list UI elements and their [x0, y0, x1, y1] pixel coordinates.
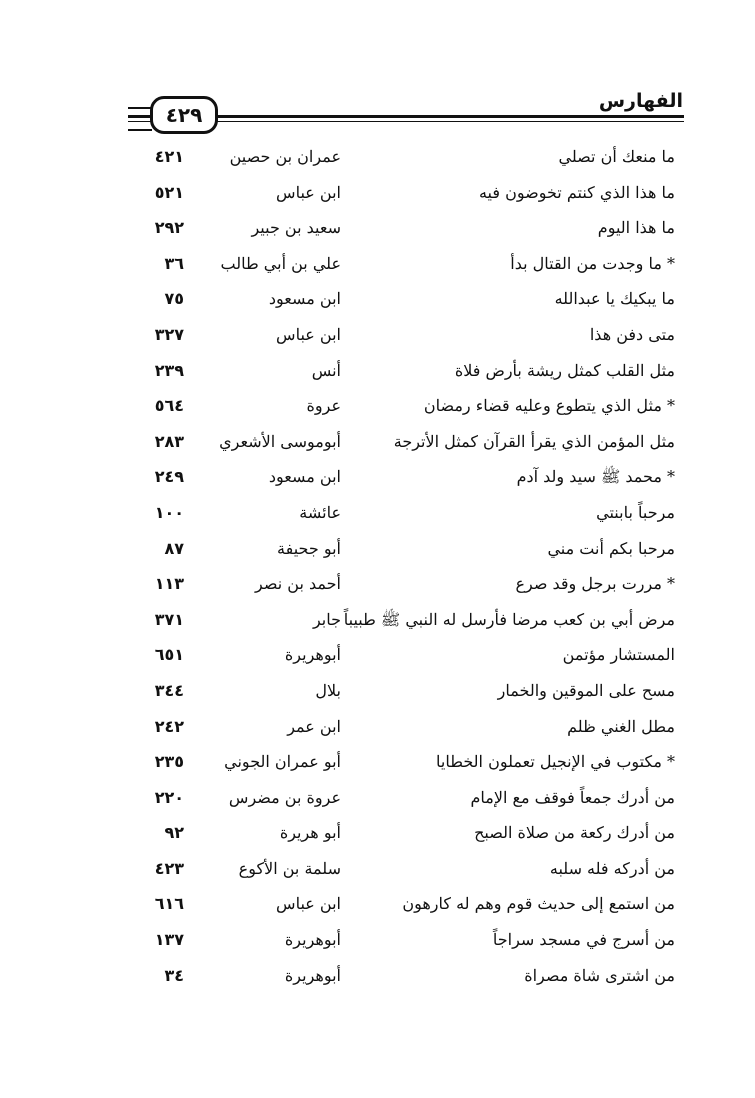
index-row — [0, 282, 755, 318]
hadith-text: من أدركه فله سلبه — [549, 858, 675, 878]
hadith-text: ما هذا اليوم — [597, 218, 675, 238]
hadith-text: مرحبا بكم أنت مني — [547, 538, 675, 558]
page-reference: ٢٨٣ — [154, 431, 184, 451]
hadith-text: مثل المؤمن الذي يقرأ القرآن كمثل الأترجة — [393, 431, 675, 451]
page-header — [0, 88, 755, 138]
index-row — [0, 247, 755, 283]
index-row — [0, 460, 755, 496]
index-row — [0, 745, 755, 781]
narrator-name: ابن مسعود — [268, 467, 341, 487]
narrator-name: أحمد بن نصر — [255, 574, 341, 594]
narrator-name: بلال — [315, 680, 341, 700]
page-reference: ٢٢٠ — [154, 787, 184, 807]
page-reference: ٣٧١ — [154, 609, 184, 629]
index-row — [0, 318, 755, 354]
page-reference: ٤٢٣ — [154, 858, 184, 878]
hadith-text: مرحباً بابنتي — [596, 502, 675, 522]
page-number-box — [150, 96, 218, 134]
narrator-name: عمران بن حصين — [229, 147, 341, 166]
page-reference: ٤٢١ — [154, 147, 184, 166]
hadith-text: * مررت برجل وقد صرع — [515, 574, 675, 594]
hadith-text: من أسرج في مسجد سراجاً — [492, 930, 675, 950]
page-reference: ٢٣٥ — [154, 752, 184, 772]
narrator-name: ابن عباس — [276, 324, 341, 344]
running-head-title: الفهارس — [593, 90, 683, 112]
page-reference: ٣٤٤ — [154, 680, 184, 700]
index-row — [0, 496, 755, 532]
page-reference: ٨٧ — [164, 538, 184, 558]
hadith-text: مسح على الموقين والخمار — [497, 680, 675, 700]
hadith-text: ما هذا الذي كنتم تخوضون فيه — [478, 182, 675, 202]
page-number: ٤٢٩ — [165, 103, 203, 127]
narrator-name: أبوهريرة — [284, 930, 341, 950]
narrator-name: عروة بن مضرس — [228, 787, 341, 807]
index-row — [0, 211, 755, 247]
page-reference: ١٠٠ — [154, 502, 184, 522]
index-row — [0, 887, 755, 923]
index-row — [0, 567, 755, 603]
page-reference: ٩٢ — [164, 823, 184, 843]
page-reference: ٧٥ — [164, 289, 184, 309]
page-reference: ١٣٧ — [154, 930, 184, 950]
index-row — [0, 140, 755, 176]
hadith-text: من أدرك ركعة من صلاة الصبح — [474, 823, 675, 843]
hadith-text: المستشار مؤتمن — [562, 645, 675, 665]
narrator-name: سلمة بن الأكوع — [238, 858, 341, 878]
page-reference: ٣٦ — [164, 253, 184, 273]
index-table — [0, 140, 755, 994]
narrator-name: أبوموسى الأشعري — [219, 431, 341, 451]
hadith-text: من اشترى شاة مصراة — [524, 965, 675, 985]
index-row — [0, 354, 755, 390]
page-reference: ٣٤ — [164, 965, 184, 985]
hadith-text: متى دفن هذا — [589, 324, 675, 344]
narrator-name: جابر — [312, 609, 341, 629]
hadith-text: * ما وجدت من القتال بدأ — [510, 253, 675, 273]
narrator-name: سعيد بن جبير — [251, 218, 341, 238]
page-reference: ٣٢٧ — [154, 324, 184, 344]
narrator-name: ابن مسعود — [268, 289, 341, 309]
index-row — [0, 603, 755, 639]
narrator-name: أبو جحيفة — [277, 538, 341, 558]
page-reference: ٢٤٢ — [154, 716, 184, 736]
narrator-name: ابن عباس — [276, 894, 341, 914]
index-row — [0, 176, 755, 212]
index-row — [0, 532, 755, 568]
narrator-name: علي بن أبي طالب — [220, 253, 341, 273]
index-row — [0, 852, 755, 888]
index-row — [0, 674, 755, 710]
hadith-text: ما يبكيك يا عبدالله — [554, 289, 675, 309]
hadith-text: ما منعك أن تصلي — [558, 147, 675, 166]
page-reference: ٥٢١ — [154, 182, 184, 202]
narrator-name: أبو هريرة — [279, 823, 341, 843]
index-row — [0, 923, 755, 959]
index-row — [0, 638, 755, 674]
index-row — [0, 425, 755, 461]
index-row — [0, 389, 755, 425]
page-reference: ٥٦٤ — [154, 396, 184, 416]
page-reference: ١١٣ — [154, 574, 184, 594]
narrator-name: عائشة — [299, 502, 341, 522]
page-reference: ٢٤٩ — [154, 467, 184, 487]
hadith-text: من أدرك جمعاً فوقف مع الإمام — [470, 787, 675, 807]
index-row — [0, 781, 755, 817]
narrator-name: عروة — [306, 396, 341, 416]
page-reference: ٢٩٢ — [154, 218, 184, 238]
hadith-text: * مثل الذي يتطوع وعليه قضاء رمضان — [423, 396, 675, 416]
narrator-name: أبوهريرة — [284, 645, 341, 665]
header-rule-left-bottom — [128, 129, 152, 131]
page-reference: ٦١٦ — [154, 894, 184, 914]
page-reference: ٦٥١ — [154, 645, 184, 665]
narrator-name: أبوهريرة — [284, 965, 341, 985]
header-rule-left-top — [128, 107, 152, 109]
narrator-name: ابن عباس — [276, 182, 341, 202]
page-reference: ٢٣٩ — [154, 360, 184, 380]
hadith-text: مطل الغني ظلم — [567, 716, 675, 736]
hadith-text: مثل القلب كمثل ريشة بأرض فلاة — [454, 360, 675, 380]
narrator-name: أنس — [311, 360, 341, 380]
hadith-text: * محمد ﷺ سيد ولد آدم — [516, 467, 675, 487]
hadith-text: * مكتوب في الإنجيل تعملون الخطايا — [436, 752, 675, 772]
index-row — [0, 959, 755, 995]
hadith-text: مرض أبي بن كعب مرضا فأرسل له النبي ﷺ طبيباً — [343, 609, 675, 629]
index-row — [0, 816, 755, 852]
hadith-text: من استمع إلى حديث قوم وهم له كارهون — [402, 894, 675, 914]
narrator-name: أبو عمران الجوني — [224, 752, 341, 772]
narrator-name: ابن عمر — [287, 716, 341, 736]
index-row — [0, 710, 755, 746]
